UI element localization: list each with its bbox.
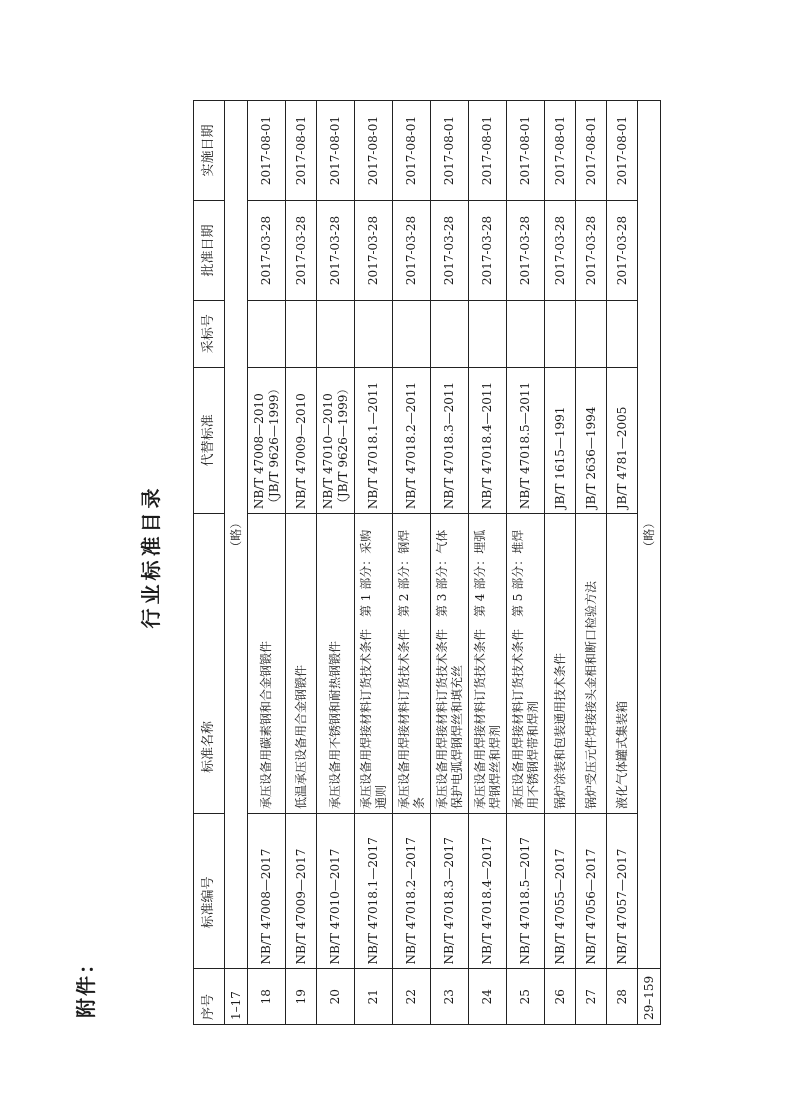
row-seq: 18 bbox=[248, 969, 286, 1025]
row-implement: 2017-08-01 bbox=[431, 101, 469, 201]
omitted-seq: 29–159 bbox=[638, 969, 661, 1025]
row-approve: 2017-03-28 bbox=[286, 201, 317, 301]
row-approve: 2017-03-28 bbox=[431, 201, 469, 301]
header-name: 标准名称 bbox=[194, 514, 225, 814]
row-replace: NB/T 47018.3—2011 bbox=[431, 367, 469, 514]
row-implement: 2017-08-01 bbox=[393, 101, 431, 201]
row-adopt bbox=[355, 300, 393, 367]
row-name: 承压设备用焊接材料订货技术条件 第 1 部分：采购通则 bbox=[355, 514, 393, 814]
row-name: 锅炉涂装和包装通用技术条件 bbox=[545, 514, 576, 814]
header-replace: 代替标准 bbox=[194, 367, 225, 514]
row-seq: 23 bbox=[431, 969, 469, 1025]
header-approve: 批准日期 bbox=[194, 201, 225, 301]
row-adopt bbox=[286, 300, 317, 367]
omitted-text: （略） bbox=[225, 101, 248, 969]
row-code: NB/T 47056—2017 bbox=[576, 814, 607, 969]
row-adopt bbox=[576, 300, 607, 367]
standards-table bbox=[193, 100, 661, 1025]
row-name: 低温承压设备用合金钢锻件 bbox=[286, 514, 317, 814]
table-row bbox=[469, 101, 507, 1025]
row-adopt bbox=[393, 300, 431, 367]
row-replace: NB/T 47009—2010 bbox=[286, 367, 317, 514]
row-code: NB/T 47018.5—2017 bbox=[507, 814, 545, 969]
table-header-row bbox=[194, 101, 225, 1025]
row-name: 承压设备用焊接材料订货技术条件 第 3 部分：气体保护电弧焊钢焊丝和填充丝 bbox=[431, 514, 469, 814]
row-code: NB/T 47009—2017 bbox=[286, 814, 317, 969]
row-implement: 2017-08-01 bbox=[248, 101, 286, 201]
row-approve: 2017-03-28 bbox=[393, 201, 431, 301]
header-seq: 序号 bbox=[194, 969, 225, 1025]
row-adopt bbox=[248, 300, 286, 367]
row-seq: 25 bbox=[507, 969, 545, 1025]
row-name: 锅炉受压元件焊接接头金相和断口检验方法 bbox=[576, 514, 607, 814]
row-approve: 2017-03-28 bbox=[507, 201, 545, 301]
table-row bbox=[576, 101, 607, 1025]
row-replace: NB/T 47018.2—2011 bbox=[393, 367, 431, 514]
row-approve: 2017-03-28 bbox=[545, 201, 576, 301]
row-name: 承压设备用焊接材料订货技术条件 第 2 部分：钢焊条 bbox=[393, 514, 431, 814]
row-adopt bbox=[545, 300, 576, 367]
omitted-text: （略） bbox=[638, 101, 661, 969]
row-seq: 19 bbox=[286, 969, 317, 1025]
row-replace: JB/T 2636—1994 bbox=[576, 367, 607, 514]
row-name: 承压设备用碳素钢和合金钢锻件 bbox=[248, 514, 286, 814]
row-approve: 2017-03-28 bbox=[355, 201, 393, 301]
table-row bbox=[248, 101, 286, 1025]
row-approve: 2017-03-28 bbox=[576, 201, 607, 301]
row-adopt bbox=[607, 300, 638, 367]
row-replace: NB/T 47018.5—2011 bbox=[507, 367, 545, 514]
table-row bbox=[286, 101, 317, 1025]
row-implement: 2017-08-01 bbox=[576, 101, 607, 201]
table-row bbox=[317, 101, 355, 1025]
header-adopt: 采标号 bbox=[194, 300, 225, 367]
row-replace: NB/T 47018.1—2011 bbox=[355, 367, 393, 514]
row-implement: 2017-08-01 bbox=[469, 101, 507, 201]
row-code: NB/T 47010—2017 bbox=[317, 814, 355, 969]
row-implement: 2017-08-01 bbox=[545, 101, 576, 201]
row-code: NB/T 47018.3—2017 bbox=[431, 814, 469, 969]
row-implement: 2017-08-01 bbox=[317, 101, 355, 201]
table-row bbox=[431, 101, 469, 1025]
row-name: 承压设备用不锈钢和耐热钢锻件 bbox=[317, 514, 355, 814]
table-row-omitted-first bbox=[225, 101, 248, 1025]
row-implement: 2017-08-01 bbox=[286, 101, 317, 201]
attachment-label: 附件： bbox=[74, 952, 98, 1018]
row-replace: NB/T 47010—2010 （JB/T 9626—1999） bbox=[317, 367, 355, 514]
row-approve: 2017-03-28 bbox=[317, 201, 355, 301]
row-seq: 22 bbox=[393, 969, 431, 1025]
row-seq: 27 bbox=[576, 969, 607, 1025]
omitted-seq: 1–17 bbox=[225, 969, 248, 1025]
row-adopt bbox=[431, 300, 469, 367]
row-seq: 21 bbox=[355, 969, 393, 1025]
row-approve: 2017-03-28 bbox=[469, 201, 507, 301]
row-replace: NB/T 47008—2010 （JB/T 9626—1999） bbox=[248, 367, 286, 514]
row-code: NB/T 47057—2017 bbox=[607, 814, 638, 969]
row-adopt bbox=[469, 300, 507, 367]
row-seq: 26 bbox=[545, 969, 576, 1025]
table-row bbox=[507, 101, 545, 1025]
row-code: NB/T 47008—2017 bbox=[248, 814, 286, 969]
row-replace: JB/T 1615—1991 bbox=[545, 367, 576, 514]
row-code: NB/T 47018.1—2017 bbox=[355, 814, 393, 969]
row-replace: NB/T 47018.4—2011 bbox=[469, 367, 507, 514]
row-implement: 2017-08-01 bbox=[607, 101, 638, 201]
row-adopt bbox=[507, 300, 545, 367]
row-code: NB/T 47018.2—2017 bbox=[393, 814, 431, 969]
row-seq: 20 bbox=[317, 969, 355, 1025]
document-title: 行业标准目录 bbox=[139, 484, 163, 629]
header-code: 标准编号 bbox=[194, 814, 225, 969]
row-adopt bbox=[317, 300, 355, 367]
row-seq: 28 bbox=[607, 969, 638, 1025]
table-row bbox=[607, 101, 638, 1025]
row-implement: 2017-08-01 bbox=[355, 101, 393, 201]
table-row-omitted-last bbox=[638, 101, 661, 1025]
row-name: 承压设备用焊接材料订货技术条件 第 5 部分：堆焊用不锈钢焊带和焊剂 bbox=[507, 514, 545, 814]
table-row bbox=[355, 101, 393, 1025]
table-row bbox=[393, 101, 431, 1025]
table-row bbox=[545, 101, 576, 1025]
header-implement: 实施日期 bbox=[194, 101, 225, 201]
row-code: NB/T 47018.4—2017 bbox=[469, 814, 507, 969]
row-replace: JB/T 4781—2005 bbox=[607, 367, 638, 514]
row-name: 液化气体罐式集装箱 bbox=[607, 514, 638, 814]
row-code: NB/T 47055—2017 bbox=[545, 814, 576, 969]
row-approve: 2017-03-28 bbox=[248, 201, 286, 301]
row-approve: 2017-03-28 bbox=[607, 201, 638, 301]
row-seq: 24 bbox=[469, 969, 507, 1025]
row-name: 承压设备用焊接材料订货技术条件 第 4 部分：埋弧焊钢焊丝和焊剂 bbox=[469, 514, 507, 814]
row-implement: 2017-08-01 bbox=[507, 101, 545, 201]
